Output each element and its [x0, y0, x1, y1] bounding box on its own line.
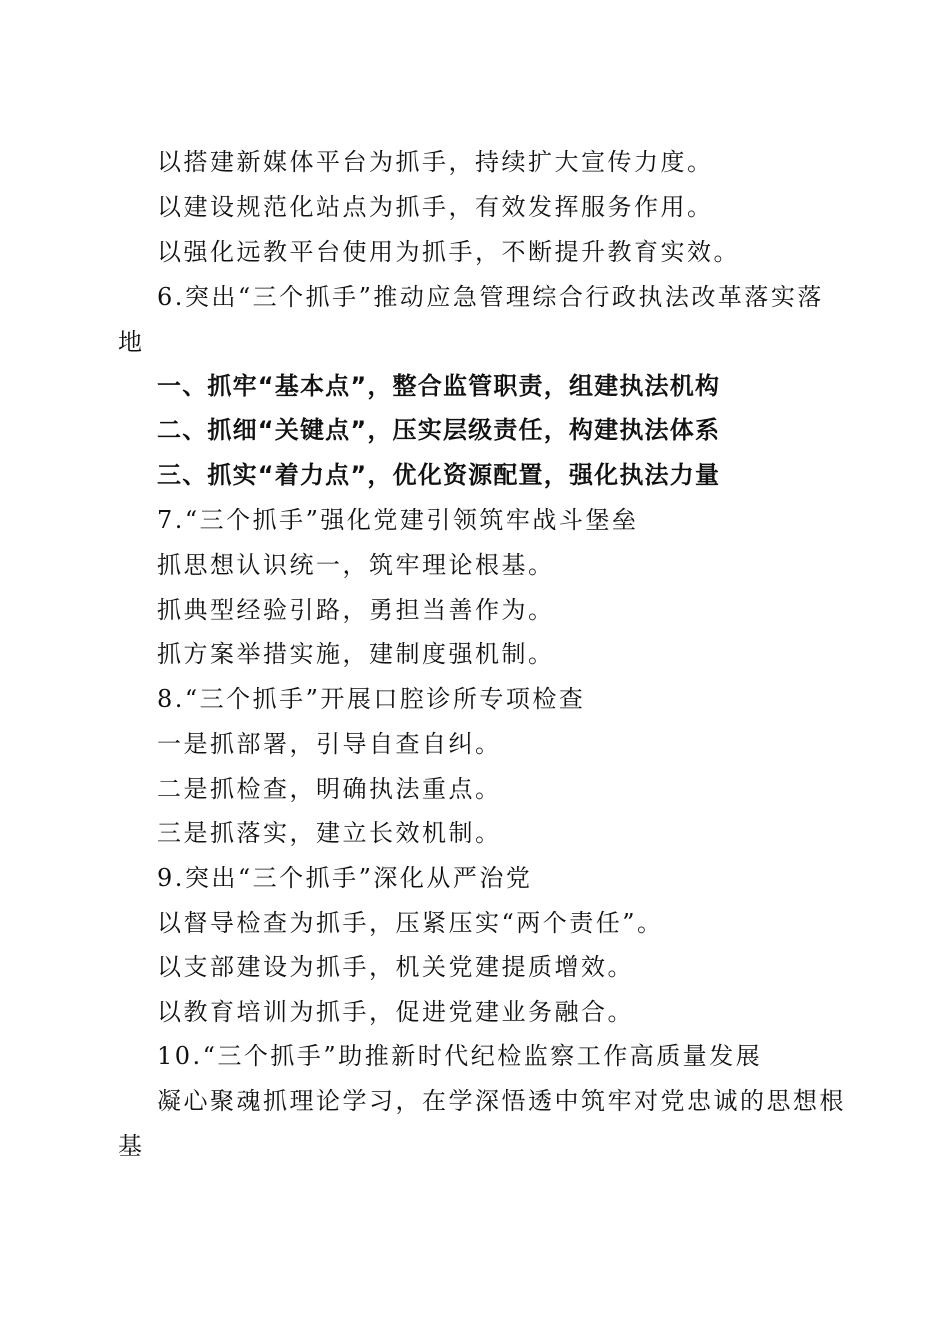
text-line: 抓思想认识统一，筑牢理论根基。	[157, 551, 555, 579]
text-line: 以督导检查为抓手，压紧压实“两个责任”。	[157, 909, 664, 937]
bold-subheading: 一、抓牢“基本点”，整合监管职责，组建执法机构	[157, 372, 721, 400]
text-line: 以建设规范化站点为抓手，有效发挥服务作用。	[157, 193, 714, 221]
text-line-continuation: 基	[118, 1132, 145, 1160]
section-heading-continuation: 地	[118, 328, 145, 356]
bold-subheading: 三、抓实“着力点”，优化资源配置，强化执法力量	[157, 461, 721, 489]
text-line: 二是抓检查，明确执法重点。	[157, 775, 502, 803]
text-line: 以搭建新媒体平台为抓手，持续扩大宣传力度。	[157, 148, 714, 176]
text-line: 抓典型经验引路，勇担当善作为。	[157, 596, 555, 624]
section-heading: 10.“三个抓手”助推新时代纪检监察工作高质量发展	[157, 1042, 763, 1070]
section-heading: 6.突出“三个抓手”推动应急管理综合行政执法改革落实落	[157, 283, 824, 311]
section-heading: 9.突出“三个抓手”深化从严治党	[157, 864, 533, 892]
text-line: 以教育培训为抓手，促进党建业务融合。	[157, 998, 634, 1026]
text-line: 以强化远教平台使用为抓手，不断提升教育实效。	[157, 238, 740, 266]
text-line: 一是抓部署，引导自查自纠。	[157, 730, 502, 758]
bold-subheading: 二、抓细“关键点”，压实层级责任，构建执法体系	[157, 416, 721, 444]
section-heading: 7.“三个抓手”强化党建引领筑牢战斗堡垒	[157, 506, 639, 534]
text-line: 凝心聚魂抓理论学习，在学深悟透中筑牢对党忠诚的思想根	[157, 1087, 846, 1115]
text-line: 三是抓落实，建立长效机制。	[157, 819, 502, 847]
section-heading: 8.“三个抓手”开展口腔诊所专项检查	[157, 685, 586, 713]
text-line: 抓方案举措实施，建制度强机制。	[157, 640, 555, 668]
text-line: 以支部建设为抓手，机关党建提质增效。	[157, 953, 634, 981]
